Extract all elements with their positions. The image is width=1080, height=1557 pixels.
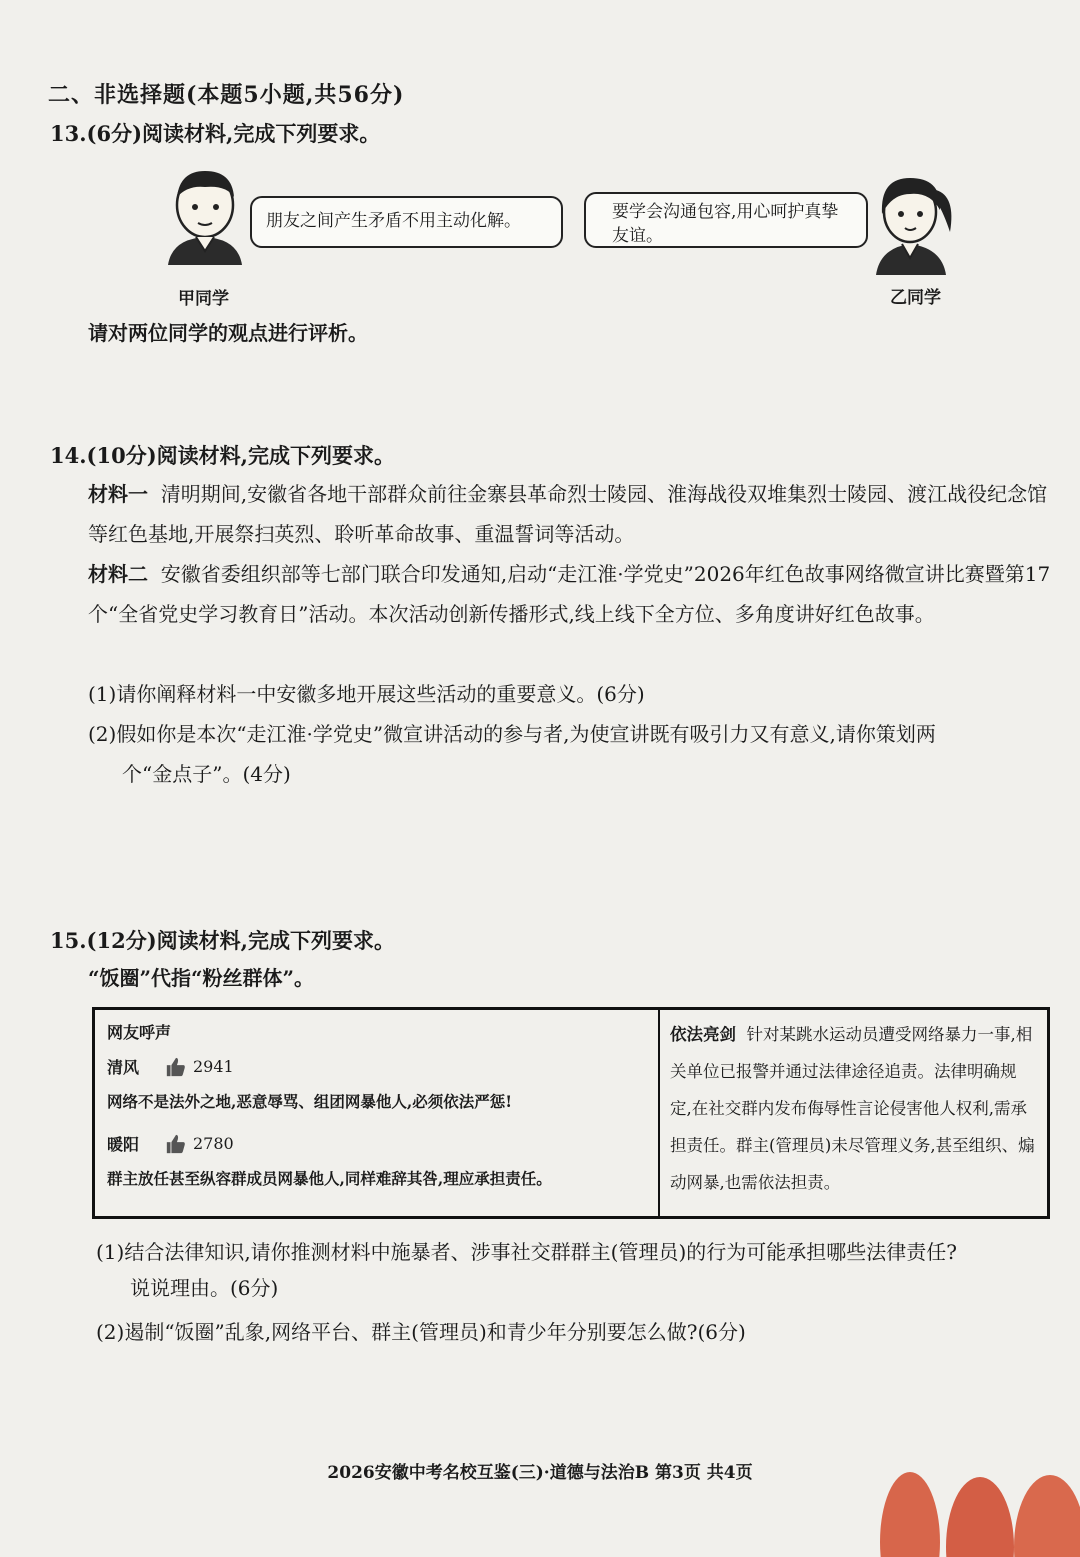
student-a-illustration: [160, 165, 250, 265]
legal-action-header: 依法亮剑: [670, 1025, 736, 1044]
student-a-speech-bubble: [250, 196, 563, 248]
finger-photo-artifact: [850, 1447, 1080, 1557]
q14-subquestion-2-cont: 个“金点子”。(4分): [122, 762, 291, 786]
q14-title: 14.(10分)阅读材料,完成下列要求。: [50, 443, 395, 468]
comment-2-name: 暖阳: [107, 1135, 140, 1154]
page-footer: 2026安徽中考名校互鉴(三)·道德与法治B 第3页 共4页: [327, 1463, 753, 1483]
comment-2-text: 群主放任甚至纵容群成员网暴他人,同样难辞其咎,理应承担责任。: [107, 1169, 552, 1188]
q14-subquestion-2: (2)假如你是本次“走江淮·学党史”微宣讲活动的参与者,为使宣讲既有吸引力又有意义,请你策划两: [88, 722, 936, 746]
material2-text: 安徽省委组织部等七部门联合印发通知,启动“走江淮·学党史”2026年红色故事网络微宣讲比赛暨第17个“全省党史学习教育日”活动。本次活动创新传播形式,线上线下全方位、多角度讲好红色故事。: [88, 562, 1051, 626]
thumbs-up-icon: [165, 1056, 187, 1078]
section-title: 二、非选择题(本题5小题,共56分): [48, 82, 405, 108]
q15-intro: “饭圈”代指“粉丝群体”。: [88, 966, 315, 990]
student-b-caption: 乙同学: [890, 288, 941, 308]
material2-label: 材料二: [88, 562, 148, 586]
q13-title: 13.(6分)阅读材料,完成下列要求。: [50, 121, 381, 146]
comment-1-likes: 2941: [193, 1057, 234, 1076]
comment-2-meta: [107, 1132, 646, 1155]
material1-label: 材料一: [88, 482, 148, 506]
thumbs-up-icon: [165, 1133, 187, 1155]
q14-material2: [88, 554, 1053, 634]
netizen-voices-header: 网友呼声: [107, 1023, 172, 1042]
q15-subquestion-2: (2)遏制“饭圈”乱象,网络平台、群主(管理员)和青少年分别要怎么做?(6分): [96, 1320, 746, 1344]
comment-2-likes: 2780: [193, 1134, 234, 1153]
legal-action-panel: [660, 1010, 1047, 1216]
student-b-speech: 要学会沟通包容,用心呵护真挚友谊。: [612, 202, 839, 246]
comment-1-meta: [107, 1055, 646, 1078]
netizen-voices-panel: [95, 1010, 660, 1216]
comment-1-name: 清风: [107, 1058, 140, 1077]
comment-1-text: 网络不是法外之地,恶意辱骂、组团网暴他人,必须依法严惩!: [107, 1092, 513, 1111]
q14-material1: [88, 474, 1053, 554]
material1-text: 清明期间,安徽省各地干部群众前往金寨县革命烈士陵园、淮海战役双堆集烈士陵园、渡江战役纪念馆等红色基地,开展祭扫英烈、聆听革命故事、重温誓词等活动。: [88, 482, 1048, 546]
student-a-speech: 朋友之间产生矛盾不用主动化解。: [266, 211, 521, 231]
q15-subquestion-1-cont: 说说理由。(6分): [130, 1276, 279, 1300]
legal-action-text: 针对某跳水运动员遭受网络暴力一事,相关单位已报警并通过法律途径追责。法律明确规定,在社交群内发布侮辱性言论侵害他人权利,需承担责任。群主(管理员)未尽管理义务,甚至组织、煽动网暴,也需依法担责。: [670, 1025, 1035, 1192]
q15-material-table: [92, 1007, 1050, 1219]
student-b-speech-bubble: [584, 192, 868, 248]
q15-title: 15.(12分)阅读材料,完成下列要求。: [50, 928, 395, 953]
q14-subquestion-1: (1)请你阐释材料一中安徽多地开展这些活动的重要意义。(6分): [88, 682, 645, 706]
q13-prompt: 请对两位同学的观点进行评析。: [88, 321, 368, 345]
q15-subquestion-1: (1)结合法律知识,请你推测材料中施暴者、涉事社交群群主(管理员)的行为可能承担哪些法律责任?: [96, 1240, 958, 1264]
student-a-caption: 甲同学: [178, 289, 229, 309]
student-b-illustration: [870, 170, 960, 275]
